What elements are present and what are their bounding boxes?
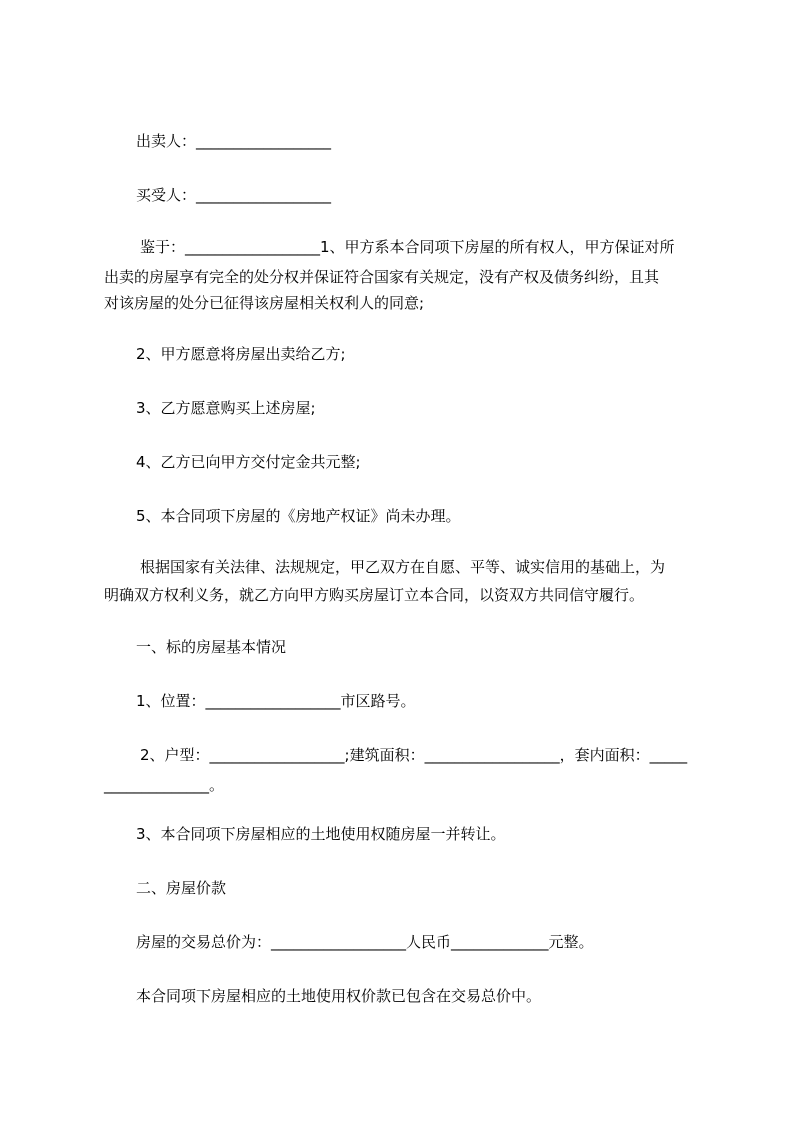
unit-type-line-2: ______________。 — [104, 776, 225, 794]
recital-item-2: 2、甲方愿意将房屋出卖给乙方; — [136, 345, 346, 363]
section-2-heading: 二、房屋价款 — [136, 879, 227, 897]
unit-type-line-1: 2、户型：__________________;建筑面积：__________________，套内面积：_____ — [140, 746, 688, 764]
recital-item-5: 5、本合同项下房屋的《房地产权证》尚未办理。 — [136, 507, 461, 525]
basis-line-2: 明确双方权利义务，就乙方向甲方购买房屋订立本合同，以资双方共同信守履行。 — [104, 586, 645, 604]
buyer-line: 买受人：__________________ — [136, 186, 332, 204]
recital-item-4: 4、乙方已向甲方交付定金共元整; — [136, 453, 361, 471]
section-1-heading: 一、标的房屋基本情况 — [136, 638, 287, 656]
whereas-line-3: 对该房屋的处分已征得该房屋相关权利人的同意; — [104, 294, 425, 312]
seller-line: 出卖人：__________________ — [136, 132, 332, 150]
whereas-line-2: 出卖的房屋享有完全的处分权并保证符合国家有关规定，没有产权及债务纠纷，且其 — [104, 268, 660, 286]
land-use-line: 3、本合同项下房屋相应的土地使用权随房屋一并转让。 — [136, 825, 506, 843]
recital-item-3: 3、乙方愿意购买上述房屋; — [136, 399, 316, 417]
whereas-line-1: 鉴于：__________________1、甲方系本合同项下房屋的所有权人，甲方保证对所 — [140, 238, 675, 256]
land-price-included-line: 本合同项下房屋相应的土地使用权价款已包含在交易总价中。 — [136, 987, 542, 1005]
basis-line-1: 根据国家有关法律、法规规定，甲乙双方在自愿、平等、诚实信用的基础上，为 — [140, 558, 666, 576]
location-line: 1、位置：__________________市区路号。 — [136, 692, 416, 710]
total-price-line: 房屋的交易总价为：__________________人民币_____________元整。 — [136, 933, 594, 951]
